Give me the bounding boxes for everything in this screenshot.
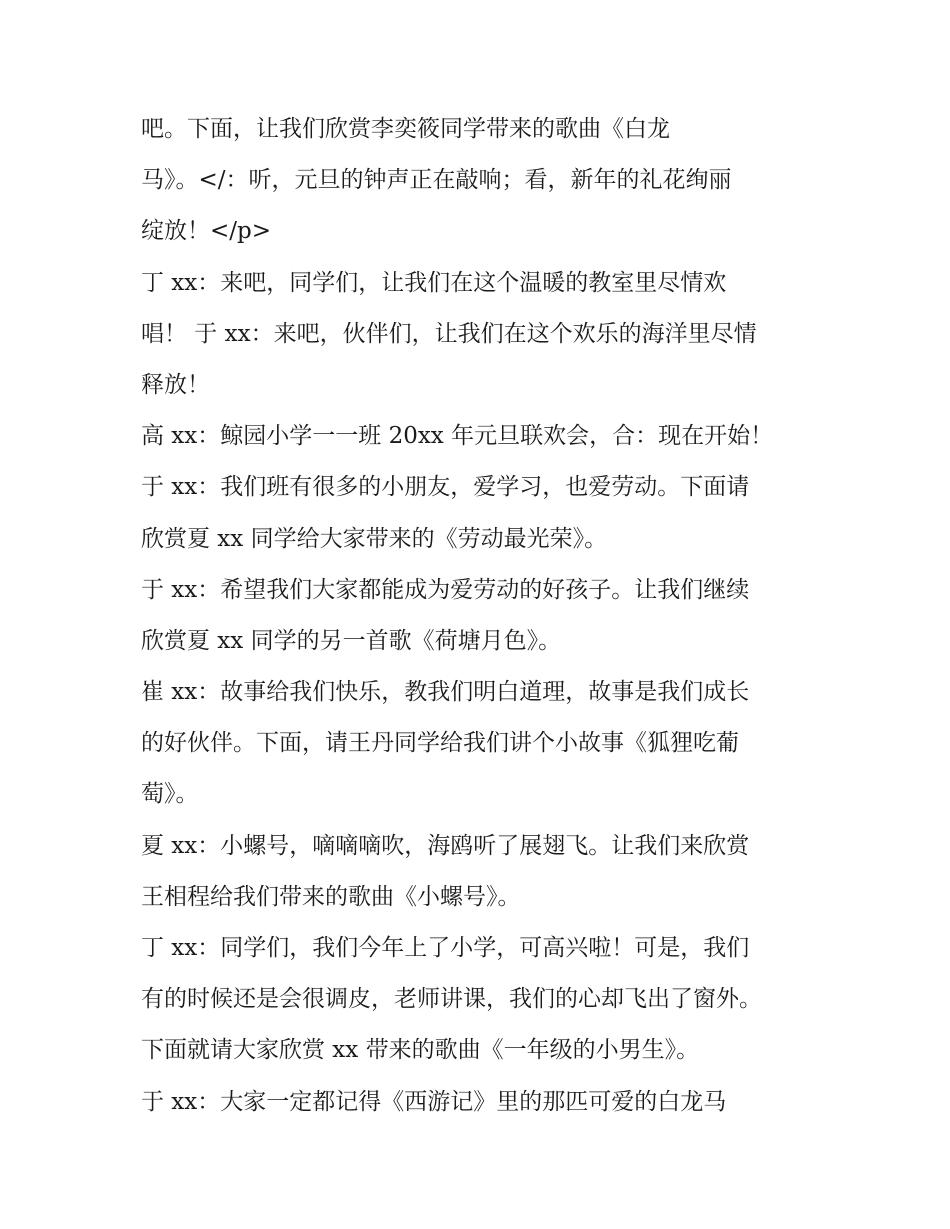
text-line-14: 萄》。 xyxy=(141,781,199,808)
text-line-19: 下面就请大家欣赏 xx 带来的歌曲《一年级的小男生》。 xyxy=(141,1037,700,1064)
text-line-5: 唱！ 于 xx：来吧，伙伴们，让我们在这个欢乐的海洋里尽情 xyxy=(141,320,757,347)
text-line-7: 高 xx：鲸园小学一一班 20xx 年元旦联欢会，合：现在开始！ xyxy=(141,423,774,450)
text-line-13: 的好伙伴。下面，请王丹同学给我们讲个小故事《狐狸吃葡 xyxy=(141,730,739,757)
text-line-3: 绽放！</p> xyxy=(141,218,272,245)
text-line-15: 夏 xx：小螺号，嘀嘀嘀吹，海鸥听了展翅飞。让我们来欣赏 xyxy=(141,832,750,859)
text-line-10: 于 xx：希望我们大家都能成为爱劳动的好孩子。让我们继续 xyxy=(141,576,750,603)
text-line-6: 释放！ xyxy=(141,371,210,398)
text-line-8: 于 xx：我们班有很多的小朋友，爱学习，也爱劳动。下面请 xyxy=(141,474,750,501)
text-line-9: 欣赏夏 xx 同学给大家带来的《劳动最光荣》。 xyxy=(141,525,608,552)
text-line-1: 吧。下面，让我们欣赏李奕筱同学带来的歌曲《白龙 xyxy=(141,116,670,142)
text-line-16: 王相程给我们带来的歌曲《小螺号》。 xyxy=(141,883,521,910)
text-line-18: 有的时候还是会很调皮，老师讲课，我们的心却飞出了窗外。 xyxy=(141,986,762,1013)
text-line-11: 欣赏夏 xx 同学的另一首歌《荷塘月色》。 xyxy=(141,627,562,654)
text-line-20: 于 xx：大家一定都记得《西游记》里的那匹可爱的白龙马 xyxy=(141,1088,727,1115)
text-line-2: 马》。</：听，元旦的钟声正在敲响；看，新年的礼花绚丽 xyxy=(141,167,732,194)
text-line-12: 崔 xx：故事给我们快乐，教我们明白道理，故事是我们成长 xyxy=(141,679,750,706)
text-line-4: 丁 xx：来吧，同学们，让我们在这个温暖的教室里尽情欢 xyxy=(141,269,727,296)
body-text xyxy=(141,104,821,1128)
text-line-17: 丁 xx：同学们，我们今年上了小学，可高兴啦！可是，我们 xyxy=(141,935,750,961)
